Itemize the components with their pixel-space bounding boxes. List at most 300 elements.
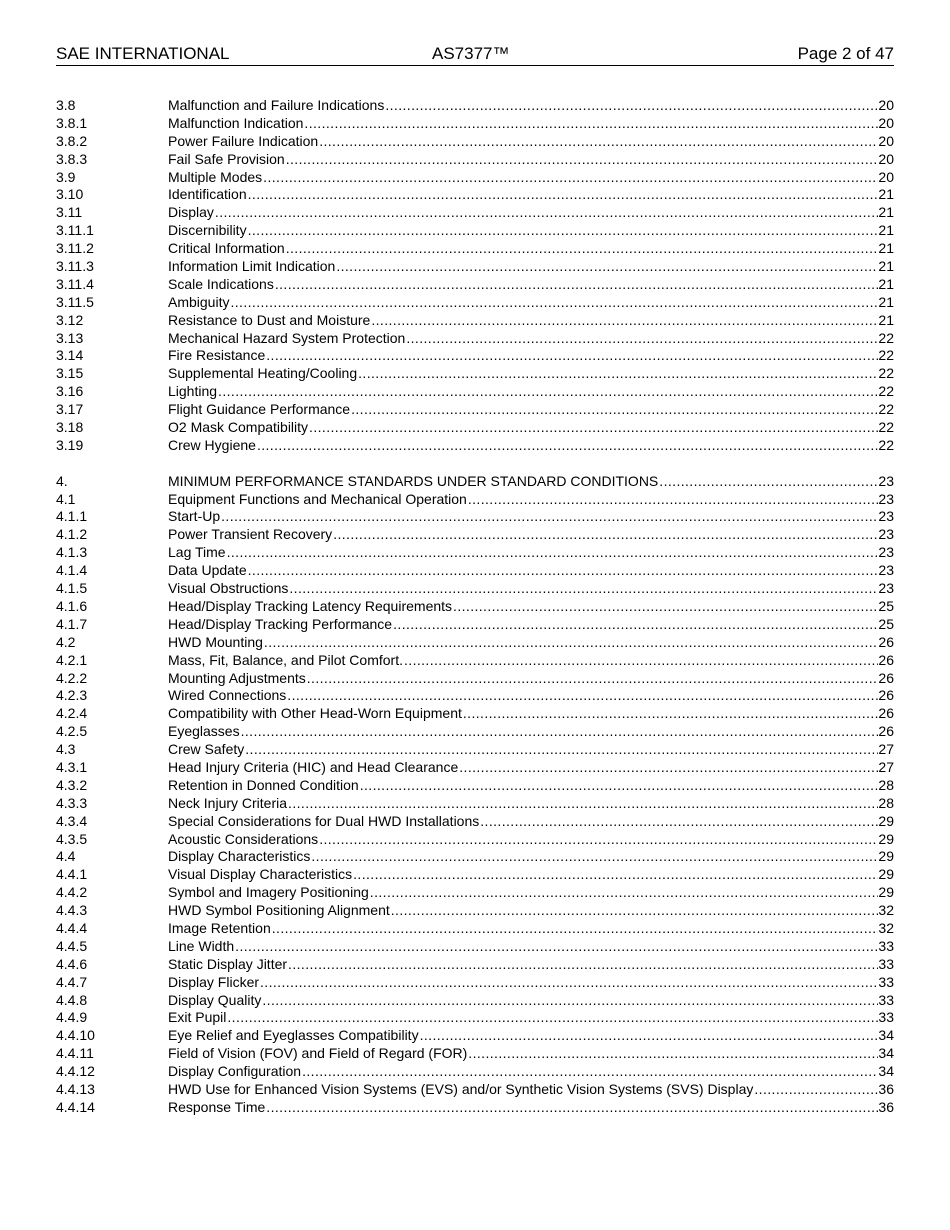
- publisher-name: SAE INTERNATIONAL: [56, 44, 230, 63]
- section-number: 3.8: [56, 97, 76, 113]
- section-title: Malfunction and Failure Indications: [168, 97, 385, 113]
- toc-entry: [56, 186, 894, 204]
- entry-line: [168, 1009, 894, 1027]
- section-number: 3.16: [56, 383, 84, 400]
- dot-leader: [303, 115, 878, 133]
- section-number: 4.2.5: [56, 723, 88, 740]
- entry-line: [168, 133, 894, 151]
- section-number: 4.4.7: [56, 973, 88, 990]
- toc-entry: [56, 687, 894, 705]
- section-number: 3.8.2: [56, 132, 88, 149]
- section-title: Display Characteristics: [168, 848, 311, 865]
- dot-leader: [390, 902, 879, 920]
- section-title: Mounting Adjustments: [168, 669, 306, 686]
- toc-entry: [56, 437, 894, 455]
- dot-leader: [318, 133, 878, 151]
- section-title: HWD Mounting: [168, 633, 263, 650]
- dot-leader: [285, 240, 879, 258]
- section-title: Eyeglasses: [168, 723, 240, 740]
- entry-line: [168, 580, 894, 598]
- entry-line: [168, 1027, 894, 1045]
- toc-entry: [56, 616, 894, 634]
- section-number: 3.11.4: [56, 275, 94, 292]
- entry-line: [168, 974, 894, 992]
- toc-entry: [56, 741, 894, 759]
- section-page-number: 32: [878, 902, 894, 919]
- section-number: 4.3.4: [56, 812, 88, 829]
- section-number: 3.19: [56, 436, 84, 453]
- entry-line: [168, 992, 894, 1010]
- section-title: Head Injury Criteria (HIC) and Head Clearance: [168, 758, 459, 775]
- section-title: Display: [168, 204, 214, 221]
- toc-entry: [56, 992, 894, 1010]
- entry-line: [168, 813, 894, 831]
- section-page-number: 34: [878, 1027, 894, 1044]
- section-page-number: 22: [878, 436, 894, 453]
- entry-line: [168, 240, 894, 258]
- toc-entry: [56, 598, 894, 616]
- section-number: 4.: [56, 472, 68, 489]
- dot-leader: [452, 598, 878, 616]
- section-number: 3.12: [56, 311, 84, 328]
- dot-leader: [369, 884, 879, 902]
- section-number: 4.1: [56, 490, 76, 507]
- dot-leader: [287, 795, 878, 813]
- section-title: MINIMUM PERFORMANCE STANDARDS UNDER STANDARD CONDITIONS: [168, 472, 659, 489]
- section-number: 4.3: [56, 741, 76, 758]
- section-page-number: 21: [878, 222, 894, 239]
- entry-line: [168, 1081, 894, 1099]
- entry-line: [168, 97, 894, 115]
- entry-line: [168, 437, 894, 455]
- section-title: Response Time: [168, 1098, 266, 1115]
- dot-leader: [467, 491, 879, 509]
- dot-leader: [229, 294, 878, 312]
- toc-entry: [56, 419, 894, 437]
- section-page-number: 27: [878, 758, 894, 775]
- dot-leader: [259, 974, 878, 992]
- dot-leader: [214, 204, 879, 222]
- entry-line: [168, 508, 894, 526]
- section-page-number: 29: [878, 848, 894, 865]
- dot-leader: [226, 1009, 878, 1027]
- toc-entry: [56, 580, 894, 598]
- section-title: Malfunction Indication: [168, 114, 304, 131]
- entry-line: [168, 169, 894, 187]
- entry-line: [168, 1063, 894, 1081]
- section-number: 3.8.3: [56, 150, 88, 167]
- entry-line: [168, 884, 894, 902]
- toc-entry: [56, 526, 894, 544]
- toc-entry: [56, 705, 894, 723]
- toc-entry: [56, 330, 894, 348]
- section-page-number: 29: [878, 830, 894, 847]
- dot-leader: [479, 813, 878, 831]
- entry-line: [168, 634, 894, 652]
- dot-leader: [287, 956, 878, 974]
- dot-leader: [403, 652, 878, 670]
- dot-leader: [265, 347, 878, 365]
- entry-line: [168, 795, 894, 813]
- entry-line: [168, 294, 894, 312]
- section-number: 4.1.7: [56, 615, 88, 632]
- section-page-number: 22: [878, 329, 894, 346]
- section-number: 3.8.1: [56, 114, 88, 131]
- section-page-number: 33: [878, 973, 894, 990]
- toc-entry: [56, 831, 894, 849]
- section-page-number: 20: [878, 114, 894, 131]
- entry-line: [168, 866, 894, 884]
- section-page-number: 23: [878, 544, 894, 561]
- section-page-number: 23: [878, 508, 894, 525]
- dot-leader: [753, 1081, 878, 1099]
- section-number: 4.4.4: [56, 919, 88, 936]
- dot-leader: [274, 276, 879, 294]
- dot-leader: [226, 544, 879, 562]
- section-title: Critical Information: [168, 240, 285, 257]
- dot-leader: [370, 312, 878, 330]
- page-header: [56, 43, 894, 66]
- section-number: 3.11: [56, 204, 83, 221]
- section-page-number: 29: [878, 866, 894, 883]
- toc-entry: [56, 312, 894, 330]
- dot-leader: [220, 508, 878, 526]
- dot-leader: [310, 848, 878, 866]
- toc-entry: [56, 491, 894, 509]
- dot-leader: [405, 330, 878, 348]
- section-page-number: 21: [878, 311, 894, 328]
- section-title: Resistance to Dust and Moisture: [168, 311, 371, 328]
- entry-line: [168, 562, 894, 580]
- toc-entry: [56, 723, 894, 741]
- section-page-number: 23: [878, 580, 894, 597]
- section-number: 4.2.1: [56, 651, 88, 668]
- entry-line: [168, 347, 894, 365]
- section-title: Display Configuration: [168, 1063, 302, 1080]
- section-title: HWD Symbol Positioning Alignment: [168, 902, 390, 919]
- section-number: 4.1.3: [56, 544, 88, 561]
- toc-entry: [56, 204, 894, 222]
- toc-entry: [56, 795, 894, 813]
- dot-leader: [247, 562, 879, 580]
- dot-leader: [244, 741, 878, 759]
- section-number: 4.3.5: [56, 830, 88, 847]
- toc-entry: [56, 634, 894, 652]
- dot-leader: [306, 670, 879, 688]
- section-number: 3.17: [56, 401, 84, 418]
- section-number: 4.4.12: [56, 1063, 95, 1080]
- dot-leader: [288, 580, 878, 598]
- toc-entry: [56, 473, 894, 491]
- section-page-number: 33: [878, 955, 894, 972]
- entry-line: [168, 920, 894, 938]
- section-page-number: 28: [878, 776, 894, 793]
- toc-entry: [56, 777, 894, 795]
- section-title: Information Limit Indication: [168, 258, 336, 275]
- section-title: Discernibility: [168, 222, 247, 239]
- dot-leader: [357, 365, 878, 383]
- section-title: Compatibility with Other Head-Worn Equipment: [168, 705, 462, 722]
- entry-line: [168, 616, 894, 634]
- section-title: Head/Display Tracking Latency Requirements: [168, 597, 453, 614]
- section-number: 4.4.3: [56, 902, 88, 919]
- dot-leader: [247, 186, 879, 204]
- section-page-number: 22: [878, 383, 894, 400]
- toc-entry: [56, 169, 894, 187]
- section-title: Supplemental Heating/Cooling: [168, 365, 358, 382]
- entry-line: [168, 419, 894, 437]
- entry-line: [168, 473, 894, 491]
- section-title: Exit Pupil: [168, 1009, 227, 1026]
- section-page-number: 21: [878, 258, 894, 275]
- dot-leader: [301, 1063, 878, 1081]
- entry-line: [168, 687, 894, 705]
- entry-line: [168, 956, 894, 974]
- section-page-number: 20: [878, 97, 894, 113]
- entry-line: [168, 598, 894, 616]
- section-title: Visual Obstructions: [168, 580, 289, 597]
- section-title: Head/Display Tracking Performance: [168, 615, 393, 632]
- table-of-contents: [56, 97, 894, 1117]
- dot-leader: [467, 1045, 878, 1063]
- entry-line: [168, 759, 894, 777]
- page-number: Page 2 of 47: [797, 44, 894, 63]
- dot-leader: [262, 169, 878, 187]
- dot-leader: [286, 687, 878, 705]
- section-title: Static Display Jitter: [168, 955, 288, 972]
- section-title: Eye Relief and Eyeglasses Compatibility: [168, 1027, 419, 1044]
- section-number: 3.10: [56, 186, 84, 203]
- section-title: Retention in Donned Condition: [168, 776, 359, 793]
- section-page-number: 29: [878, 884, 894, 901]
- section-number: 4.4.9: [56, 1009, 88, 1026]
- dot-leader: [359, 777, 879, 795]
- section-page-number: 36: [878, 1080, 894, 1097]
- section-page-number: 22: [878, 419, 894, 436]
- toc-entry: [56, 1081, 894, 1099]
- section-number: 3.11.5: [56, 293, 94, 310]
- section-title: Display Quality: [168, 991, 262, 1008]
- section-page-number: 23: [878, 562, 894, 579]
- dot-leader: [261, 992, 878, 1010]
- section-title: Fail Safe Provision: [168, 150, 285, 167]
- toc-entry: [56, 1063, 894, 1081]
- entry-line: [168, 276, 894, 294]
- section-number: 4.4.10: [56, 1027, 95, 1044]
- section-title: HWD Use for Enhanced Vision Systems (EVS) and/or Synthetic Vision Systems (SVS) Display: [168, 1080, 754, 1097]
- toc-entry: [56, 902, 894, 920]
- section-page-number: 21: [878, 204, 894, 221]
- section-number: 4.1.1: [56, 508, 88, 525]
- dot-leader: [384, 97, 878, 115]
- section-page-number: 23: [878, 472, 894, 489]
- dot-leader: [256, 437, 878, 455]
- toc-entry: [56, 294, 894, 312]
- section-page-number: 21: [878, 293, 894, 310]
- toc-entry: [56, 258, 894, 276]
- entry-line: [168, 777, 894, 795]
- toc-entry: [56, 866, 894, 884]
- entry-line: [168, 491, 894, 509]
- section-title: Identification: [168, 186, 247, 203]
- section-number: 4.1.4: [56, 562, 88, 579]
- toc-entry: [56, 276, 894, 294]
- toc-entry: [56, 813, 894, 831]
- section-page-number: 26: [878, 687, 894, 704]
- entry-line: [168, 938, 894, 956]
- entry-line: [168, 186, 894, 204]
- dot-leader: [240, 723, 879, 741]
- section-number: 4.4: [56, 848, 76, 865]
- section-page-number: 21: [878, 275, 894, 292]
- toc-entry: [56, 544, 894, 562]
- toc-entry: [56, 97, 894, 115]
- section-title: Mass, Fit, Balance, and Pilot Comfort.: [168, 651, 403, 668]
- section-title: Line Width: [168, 937, 235, 954]
- section-title: Wired Connections: [168, 687, 287, 704]
- section-title: Ambiguity: [168, 293, 230, 310]
- entry-line: [168, 831, 894, 849]
- dot-leader: [658, 473, 878, 491]
- section-number: 4.2.2: [56, 669, 88, 686]
- section-number: 3.11.3: [56, 258, 94, 275]
- section-title: Equipment Functions and Mechanical Operation: [168, 490, 467, 507]
- section-number: 4.3.3: [56, 794, 88, 811]
- dot-leader: [265, 1099, 878, 1117]
- toc-entry: [56, 759, 894, 777]
- dot-leader: [352, 866, 878, 884]
- section-page-number: 29: [878, 812, 894, 829]
- section-title: Mechanical Hazard System Protection: [168, 329, 406, 346]
- section-title: Crew Hygiene: [168, 436, 256, 453]
- section-page-number: 33: [878, 1009, 894, 1026]
- toc-entry: [56, 508, 894, 526]
- section-page-number: 21: [878, 186, 894, 203]
- toc-entry: [56, 1009, 894, 1027]
- entry-line: [168, 258, 894, 276]
- section-page-number: 22: [878, 347, 894, 364]
- toc-entry: [56, 240, 894, 258]
- dot-leader: [234, 938, 878, 956]
- toc-entry: [56, 652, 894, 670]
- section-page-number: 21: [878, 240, 894, 257]
- dot-leader: [462, 705, 879, 723]
- entry-line: [168, 544, 894, 562]
- dot-leader: [217, 383, 878, 401]
- section-page-number: 23: [878, 526, 894, 543]
- section-number: 3.14: [56, 347, 84, 364]
- toc-entry: [56, 383, 894, 401]
- section-page-number: 26: [878, 651, 894, 668]
- toc-entry: [56, 562, 894, 580]
- section-number: 3.18: [56, 419, 84, 436]
- section-title: Symbol and Imagery Positioning: [168, 884, 369, 901]
- dot-leader: [350, 401, 878, 419]
- section-page-number: 23: [878, 490, 894, 507]
- entry-line: [168, 204, 894, 222]
- section-title: Acoustic Considerations: [168, 830, 319, 847]
- entry-line: [168, 401, 894, 419]
- entry-line: [168, 222, 894, 240]
- toc-entry: [56, 974, 894, 992]
- section-page-number: 26: [878, 723, 894, 740]
- dot-leader: [318, 831, 878, 849]
- toc-entry: [56, 670, 894, 688]
- section-title: Image Retention: [168, 919, 271, 936]
- section-page-number: 26: [878, 633, 894, 650]
- toc-entry: [56, 938, 894, 956]
- section-number: 4.1.5: [56, 580, 88, 597]
- section-title: Fire Resistance: [168, 347, 266, 364]
- section-page-number: 25: [878, 597, 894, 614]
- section-page-number: 28: [878, 794, 894, 811]
- toc-entry: [56, 347, 894, 365]
- dot-leader: [247, 222, 879, 240]
- entry-line: [168, 365, 894, 383]
- section-title: Display Flicker: [168, 973, 260, 990]
- section-title: Start-Up: [168, 508, 221, 525]
- dot-leader: [392, 616, 878, 634]
- dot-leader: [285, 151, 879, 169]
- toc-entry: [56, 133, 894, 151]
- section-title: Lag Time: [168, 544, 226, 561]
- section-page-number: 34: [878, 1063, 894, 1080]
- section-page-number: 20: [878, 150, 894, 167]
- dot-leader: [332, 526, 878, 544]
- section-number: 4.1.2: [56, 526, 88, 543]
- section-title: Scale Indications: [168, 275, 274, 292]
- dot-leader: [458, 759, 878, 777]
- section-page-number: 36: [878, 1098, 894, 1115]
- section-number: 4.2.4: [56, 705, 88, 722]
- toc-entry: [56, 884, 894, 902]
- section-number: 3.15: [56, 365, 84, 382]
- section-page-number: 22: [878, 401, 894, 418]
- section-number: 3.11.1: [56, 222, 94, 239]
- section-title: Power Transient Recovery: [168, 526, 333, 543]
- toc-entry: [56, 222, 894, 240]
- dot-leader: [335, 258, 878, 276]
- section-page-number: 34: [878, 1045, 894, 1062]
- entry-line: [168, 1045, 894, 1063]
- section-page-number: 33: [878, 991, 894, 1008]
- section-number: 4.4.14: [56, 1098, 95, 1115]
- toc-entry: [56, 848, 894, 866]
- section-number: 4.3.2: [56, 776, 88, 793]
- toc-entry: [56, 401, 894, 419]
- section-title: Visual Display Characteristics: [168, 866, 353, 883]
- toc-entry: [56, 151, 894, 169]
- dot-leader: [419, 1027, 879, 1045]
- section-title: Power Failure Indication: [168, 132, 319, 149]
- section-number: 4.4.5: [56, 937, 88, 954]
- section-number: 3.9: [56, 168, 76, 185]
- section-page-number: 22: [878, 365, 894, 382]
- section-page-number: 20: [878, 132, 894, 149]
- section-title: O2 Mask Compatibility: [168, 419, 309, 436]
- toc-entry: [56, 1099, 894, 1117]
- entry-line: [168, 741, 894, 759]
- section-page-number: 26: [878, 705, 894, 722]
- entry-line: [168, 848, 894, 866]
- section-number: 4.4.13: [56, 1080, 95, 1097]
- section-page-number: 20: [878, 168, 894, 185]
- section-number: 4.4.6: [56, 955, 88, 972]
- entry-line: [168, 115, 894, 133]
- entry-line: [168, 383, 894, 401]
- entry-line: [168, 312, 894, 330]
- toc-entry: [56, 956, 894, 974]
